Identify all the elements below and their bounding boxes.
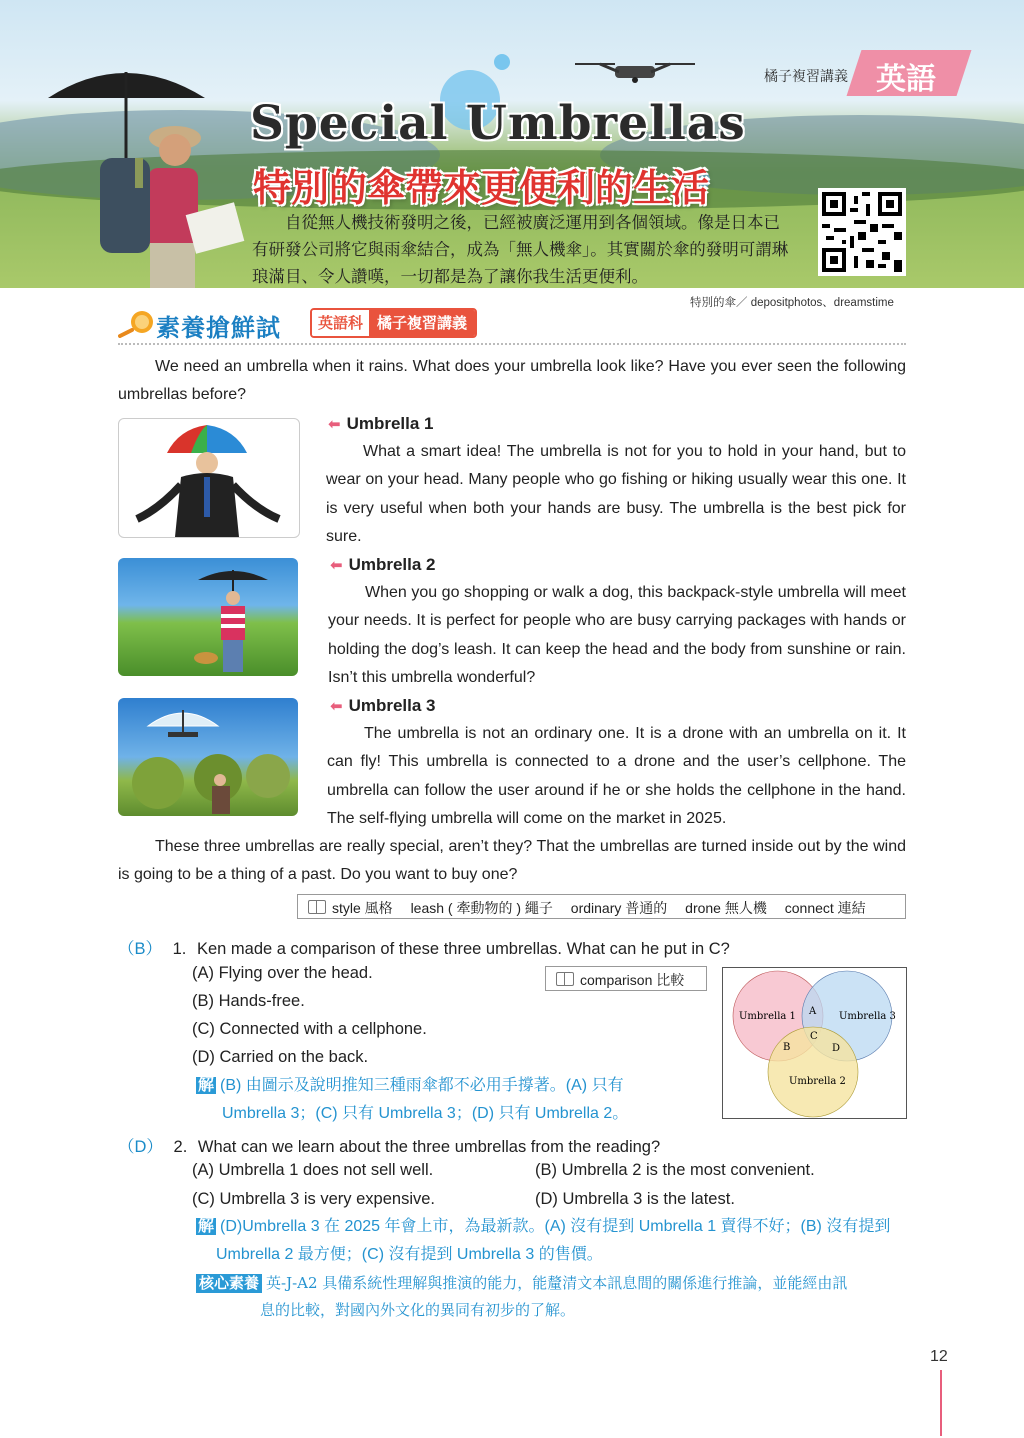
intro-paragraph: 自從無人機技術發明之後，已經被廣泛運用到各個領域。像是日本已有研發公司將它與雨傘結合，成為「無人機傘」。其實關於傘的發明可謂琳琅滿目、令人讚嘆，一切都是為了讓你我生活更便利。 bbox=[252, 214, 789, 286]
backpack-umbrella-photo bbox=[118, 558, 298, 676]
page-number-bar bbox=[940, 1370, 942, 1436]
question-2-answer: D bbox=[134, 1138, 147, 1156]
venn-label-umbrella-3: Umbrella 3 bbox=[839, 1011, 896, 1022]
magnifier-icon bbox=[118, 308, 156, 338]
series-label: 橘子複習講義 bbox=[764, 68, 848, 84]
arrow-icon: ⬅ bbox=[330, 698, 343, 715]
umbrella-1-heading: ⬅ Umbrella 1 bbox=[328, 414, 434, 433]
book-icon bbox=[556, 972, 574, 986]
q1-option-b: (B) Hands-free. bbox=[192, 992, 305, 1010]
vocab-box: style 風格 leash ( 牽動物的 ) 繩子 ordinary 普通的 drone 無人機 connect 連結 bbox=[297, 894, 906, 919]
arrow-icon: ⬅ bbox=[328, 416, 341, 433]
divider bbox=[118, 343, 906, 345]
badge-series: 橘子複習講義 bbox=[369, 310, 475, 336]
venn-region-d: D bbox=[832, 1043, 841, 1054]
section-title: 素養搶鮮試 bbox=[156, 315, 281, 342]
venn-diagram bbox=[722, 967, 907, 1119]
arrow-icon: ⬅ bbox=[330, 557, 343, 574]
drone-icon bbox=[575, 58, 695, 88]
q1-solution: 解 (B) 由圖示及說明推知三種雨傘都不必用手撐著。(A) 只有 Umbrella 3；(C) 只有 Umbrella 3；(D) 只有 Umbrella 2。 bbox=[198, 1077, 629, 1122]
q1-option-c: (C) Connected with a cellphone. bbox=[192, 1020, 427, 1038]
hiker-illustration bbox=[40, 58, 250, 288]
reading-intro: We need an umbrella when it rains. What does your umbrella look like? Have you ever seen the following umbrellas before? bbox=[118, 358, 906, 404]
venn-region-c: C bbox=[810, 1031, 818, 1042]
reading-closing: These three umbrellas are really special, aren’t they? That the umbrellas are turned inside out by the wind is going to be a thing of a past. Do you want to buy one? bbox=[118, 838, 906, 884]
badge-subject: 英語科 bbox=[312, 310, 369, 336]
q2-option-d: (D) Umbrella 3 is the latest. bbox=[535, 1190, 735, 1208]
q1-option-a: (A) Flying over the head. bbox=[192, 964, 373, 982]
umbrella-3-text: The umbrella is not an ordinary one. It is a drone with an umbrella on it. It can fly! This umbrella is connected to a drone and the user’s cellphone. The umbrella can follow the user around if he or she holds the cellphone in the hand. The self-flying umbrella will come on the market in 2025. bbox=[327, 725, 906, 827]
question-1-answer: B bbox=[134, 940, 146, 958]
umbrella-hat-photo bbox=[118, 418, 300, 538]
umbrella-3-heading: ⬅ Umbrella 3 bbox=[330, 696, 436, 715]
book-icon bbox=[308, 900, 326, 914]
q2-option-c: (C) Umbrella 3 is very expensive. bbox=[192, 1190, 435, 1208]
venn-region-b: B bbox=[783, 1042, 791, 1053]
umbrella-1-text: What a smart idea! The umbrella is not for you to hold in your hand, but to wear on your head. Many people who go fishing or hiking usually wear this one. It is very useful when both your hands are busy. The umbrella is the best pick for sure. bbox=[326, 443, 906, 545]
q2-option-a: (A) Umbrella 1 does not sell well. bbox=[192, 1161, 434, 1179]
question-1: （B） 1. Ken made a comparison of these three umbrellas. What can he put in C? bbox=[118, 940, 730, 958]
page-subtitle: 特別的傘帶來更便利的生活 bbox=[253, 168, 710, 210]
drone-umbrella-photo bbox=[118, 698, 298, 816]
photo-credit: 特別的傘／ depositphotos、dreamstime bbox=[690, 297, 894, 309]
comparison-vocab-box: comparison 比較 bbox=[545, 966, 707, 991]
venn-label-umbrella-1: Umbrella 1 bbox=[739, 1011, 796, 1022]
qr-code[interactable] bbox=[818, 188, 906, 276]
q2-option-b: (B) Umbrella 2 is the most convenient. bbox=[535, 1161, 815, 1179]
q2-solution: 解 (D)Umbrella 3 在 2025 年會上市，為最新款。(A) 沒有提到 Umbrella 1 賣得不好；(B) 沒有提到 Umbrella 2 最方便；(C) 沒有提到 Umbrella 3 的售價。 bbox=[198, 1218, 891, 1263]
header-banner bbox=[0, 0, 1024, 288]
question-2-stem: What can we learn about the three umbrellas from the reading? bbox=[197, 1138, 661, 1156]
subject-label: 英語 bbox=[876, 62, 936, 97]
venn-region-a: A bbox=[809, 1006, 817, 1017]
page-title: Special Umbrellas bbox=[250, 96, 746, 151]
page-number: 12 bbox=[930, 1348, 948, 1365]
q1-option-d: (D) Carried on the back. bbox=[192, 1048, 369, 1066]
umbrella-2-text: When you go shopping or walk a dog, this backpack-style umbrella will meet your needs. It is perfect for people who are busy carrying packages with hands or holding the dog’s leash. It can keep the head and the body from sunshine or rain. Isn’t this umbrella wonderful? bbox=[328, 584, 906, 686]
section-badge bbox=[310, 308, 477, 338]
question-2: （D） 2. What can we learn about the three umbrellas from the reading? bbox=[118, 1138, 661, 1156]
venn-label-umbrella-2: Umbrella 2 bbox=[789, 1076, 846, 1087]
core-competency: 核心素養 英-J-A2 具備系統性理解與推演的能力，能釐清文本訊息間的關係進行推論，並能經由訊 息的比較，對國內外文化的異同有初步的了解。 bbox=[196, 1270, 906, 1324]
umbrella-2-heading: ⬅ Umbrella 2 bbox=[330, 555, 436, 574]
question-1-stem: Ken made a comparison of these three umbrellas. What can he put in C? bbox=[196, 940, 730, 958]
